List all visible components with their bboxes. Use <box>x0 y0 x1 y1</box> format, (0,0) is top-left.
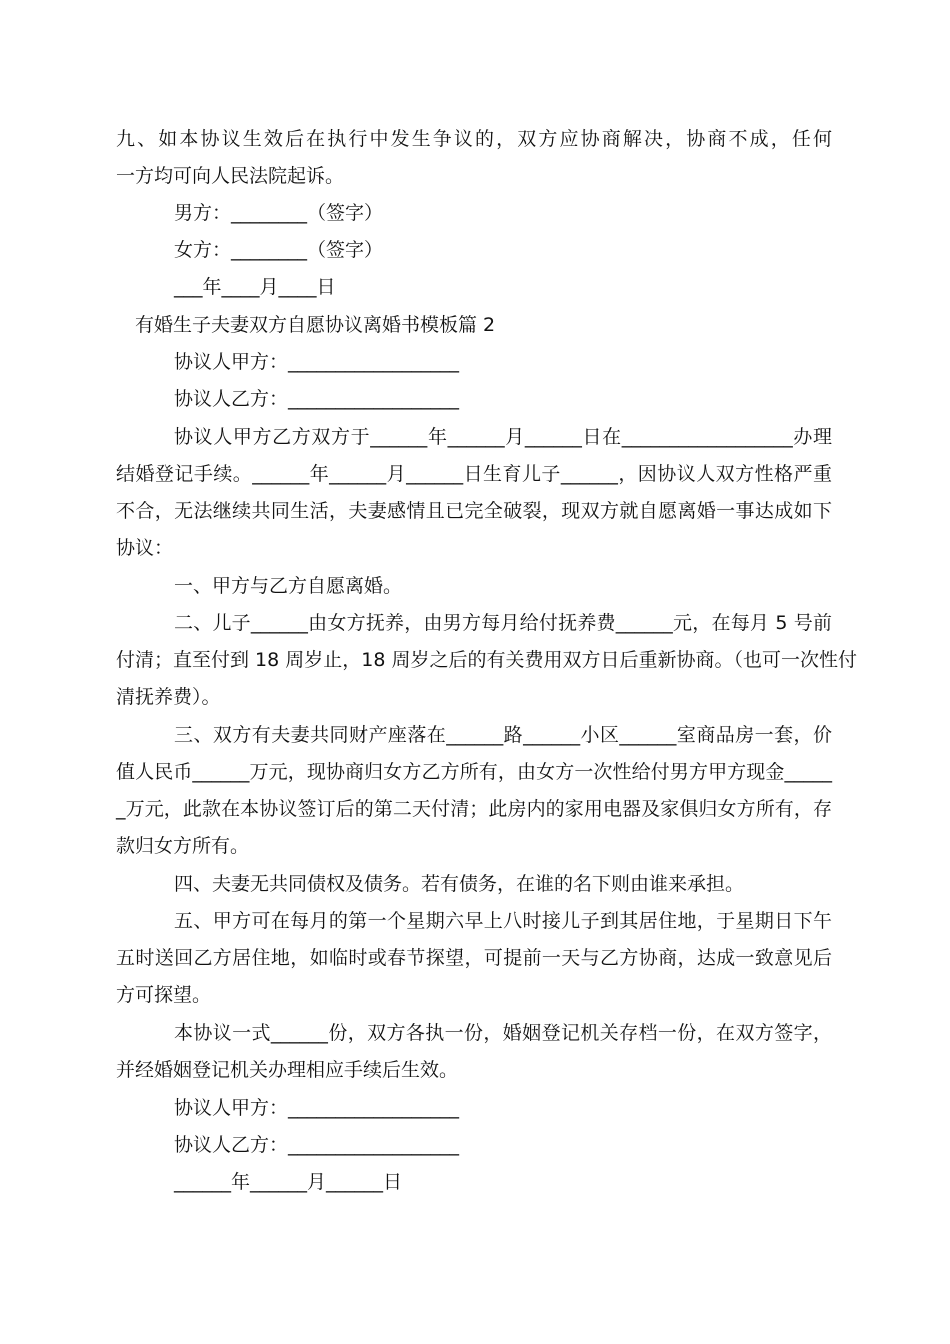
clause-3-line-4: 款归女方所有。 <box>116 835 250 857</box>
clause-9-line-1: 九、如本协议生效后在执行中发生争议的，双方应协商解决，协商不成，任何 <box>116 128 832 150</box>
party-a-line: 协议人甲方：__________________ <box>174 351 460 373</box>
final-date-line: ______年______月______日 <box>174 1171 403 1193</box>
female-signature-line: 女方：________（签字） <box>174 239 384 261</box>
clause-3-line-2: 值人民币______万元，现协商归女方乙方所有，由女方一次性给付男方甲方现金_____ <box>116 761 832 783</box>
clause-2-line-1: 二、儿子______由女方抚养，由男方每月给付抚养费______元，在每月 5 号前 <box>174 612 832 634</box>
party-b-signature-line: 协议人乙方：__________________ <box>174 1134 460 1156</box>
intro-line-1: 协议人甲方乙方双方于______年______月______日在__________________办理 <box>174 426 832 448</box>
clause-3-line-3: _万元，此款在本协议签订后的第二天付清；此房内的家用电器及家俱归女方所有，存 <box>116 798 832 820</box>
clause-1: 一、甲方与乙方自愿离婚。 <box>174 575 403 597</box>
clause-5-line-2: 五时送回乙方居住地，如临时或春节探望，可提前一天与乙方协商，达成一致意见后 <box>116 947 832 969</box>
clause-3-line-1: 三、双方有夫妻共同财产座落在______路______小区______室商品房一套，价 <box>174 724 832 746</box>
clause-9-line-2: 一方均可向人民法院起诉。 <box>116 165 345 187</box>
intro-line-2: 结婚登记手续。______年______月______日生育儿子______，因协议人双方性格严重 <box>116 463 832 485</box>
clause-2-line-3: 清抚养费）。 <box>116 686 221 708</box>
section-title: 有婚生子夫妻双方自愿协议离婚书模板篇 2 <box>135 314 496 336</box>
effective-line-2: 并经婚姻登记机关办理相应手续后生效。 <box>116 1059 459 1081</box>
party-a-signature-line: 协议人甲方：__________________ <box>174 1097 460 1119</box>
intro-line-4: 协议： <box>116 537 174 559</box>
clause-5-line-1: 五、甲方可在每月的第一个星期六早上八时接儿子到其居住地，于星期日下午 <box>174 910 832 932</box>
male-signature-line: 男方：________（签字） <box>174 202 384 224</box>
date-line: ___年____月____日 <box>174 276 336 298</box>
effective-line-1: 本协议一式______份，双方各执一份，婚姻登记机关存档一份，在双方签字， <box>174 1022 832 1044</box>
intro-line-3: 不合，无法继续共同生活，夫妻感情且已完全破裂，现双方就自愿离婚一事达成如下 <box>116 500 832 522</box>
clause-2-line-2: 付清；直至付到 18 周岁止，18 周岁之后的有关费用双方日后重新协商。（也可一次性付 <box>116 649 857 671</box>
party-b-line: 协议人乙方：__________________ <box>174 388 460 410</box>
clause-4: 四、夫妻无共同债权及债务。若有债务，在谁的名下则由谁来承担。 <box>174 873 745 895</box>
clause-5-line-3: 方可探望。 <box>116 984 212 1006</box>
